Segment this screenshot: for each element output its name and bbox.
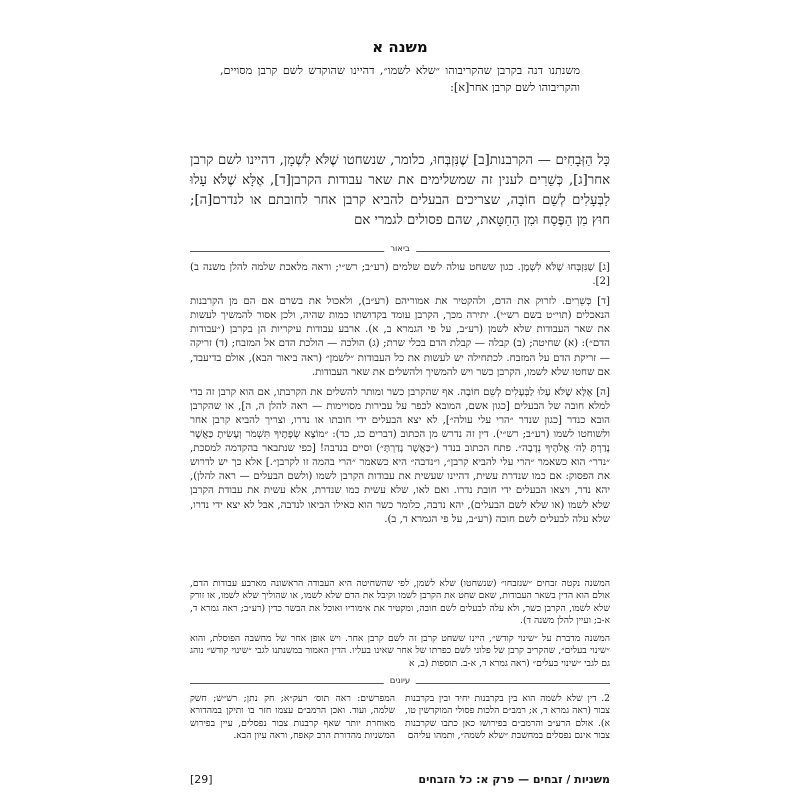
- biur-paragraph: [ה] אֶלָּא שֶׁלֹּא עָלוּ לַבְּעָלִים לְשֵׁם חוֹבָה. אף שהקרבן כשר ומותר להשלים את הקרבתו, אם הוא קרבן זה בדי למלא חובה של הבעלים [כגון אשם, המובא לכפר על עבירות מסויימות — ראה להלן ה, ה], או שהקרבן הובא כנדר [כגון שנדר ״הרי עלי עולה״], לא יצא הבעלים ידי חובתו או נדרו, וצריך להביא קרבן אחר ולשוחטו לשמו (רע״ב; רש״י). דין זה נדרש מן הכתוב (דברים כג, כד): ״מוֹצָא שְׂפָתֶיךָ תִּשְׁמֹר וְעָשִׂיתָ כַּאֲשֶׁר נָדַרְתָּ לַה׳ אֱלֹהֶיךָ נְדָבָה״. פתח הכתוב בנדר (״כַּאֲשֶׁר נָדַרְתָּ״) וסיים בנדבה! [כפי שנתבאר בהקדמה למסכת, ״נדר״ הוא כשאמר ״הרי עלי להביא קרבן״, ו״נדבה״ היא כשאמר ״הרי בהמה זו לקרבן״.] אלא כך יש לדרוש את הפסוק: אם כמו שנדרת עשית, דהיינו שעשית את עבודות הקרבן לשמו (ולשם הבעלים — ראה להלן), יהא נדר, ויצאו הבעלים ידי חובת נדרו. ואם לאו, שלא עשית כמו שנדרת, אלא עשית את עבודת הקרבן שלא לשמו (או שלא לשם הבעלים), יהא נדבה, כלומר כשר הוא כאילו הביאו לנדבה, אבל לא יצא ידי נדרו, שלא עלה לבעלים לשם חובה (רע״ב, על פי הגמרא ד, ב).: [190, 386, 610, 525]
- biur-section: [190, 261, 610, 533]
- page-footer: [190, 773, 610, 789]
- footnote-1: המשנה נקטה זבחים ״שנזבחו״ (שנשחטו) שלא לשמן, לפי שהשחיטה היא העבודה הראשונה מארבע עבודות הדם, אולם הוא הדין בשאר העבודות, שאם שחט את הקרבן לשמו וקיבל את הדם שלא לשמו, או שהוליך שלא לשמו, או זורק שלא לשמו, הקרבן כשר, ולא עלה לבעלים לשם חובה, ומקטיר את אימוריו ואוכל את הבשר כדין (רע״ב; ראה גמרא ד, א-ב; ועיין להלן משנה ד).: [190, 578, 610, 627]
- document-page: [190, 38, 610, 786]
- iyunim-separator: [190, 678, 610, 688]
- running-header: משניות / זבחים — פרק א: כל הזבחים: [418, 773, 610, 786]
- iyun-left-column: המפרשים: ראה תוס׳ רעק״א; חק נתן; רש״ש; חשק שלמה, ועוד. ואכן הרמב״ם עצמו חזר בו ותיקן במהדורא מאוחרת יותר שאף קרבנות צבור נפסלים, עיין בפירוש המשניות מהדורת הרב קאפח, וראה עיון הבא.: [190, 693, 395, 742]
- biur-paragraph: [ג] שֶׁנִּזְבְּחוּ שֶׁלֹּא לִשְׁמָן. כגון ששחט עולה לשם שלמים (רע״ב; רש״י; וראה מלאכת שלמה להלן משנה ב)[2].: [190, 262, 610, 288]
- page-number: [29]: [190, 773, 213, 786]
- intro-paragraph: משנתנו דנה בקרבן שהקריבוהו ״שלא לשמו״, דהיינו שהוקדש לשם קרבן מסויים, והקריבוהו לשם קרבן אחר[א]:: [220, 64, 580, 94]
- footnote-2: המשנה מדברת על ״שינוי קודש״, היינו ששחט קרבן זה לשם קרבן אחר. ויש אופן אחר של מחשבה הפוסלת, והוא ״שינוי בעלים״, שהקריב קרבן של פלוני לשם כפרתו של אחר שאינו בעליו. הדין האמור במשנתנו לגבי ״שינוי קודש״ נוהג גם לגבי ״שינוי בעלים״ (ראה גמרא ד, א-ב. תוספות (ב, א: [190, 633, 610, 669]
- mishna-title: משנה א: [372, 38, 428, 56]
- biur-separator: [190, 246, 610, 256]
- biur-label: ביאור: [384, 244, 416, 254]
- iyunim-columns: [190, 693, 610, 761]
- biur-paragraph: [ד] כְּשֵׁרִים. לזרוק את הדם, ולהקטיר את אמוריהם (רע״ב), ולאכול את בשרם אם הם מן הקרבנות הנאכלים (תוי״ט בשם רש״י). יתירה מכך, הקרבן עומד בקדושתו כמות שהיה, ולכן אסור להמשיך לעשות את שאר העבודות שלא לשמן (רע״ב, על פי הגמרא ב, א). ארבע עבודות עיקריות הן בקרבן (״עבודות הדם״): (א) שחיטה; (ב) קבלה — קבלת הדם בכלי שרת; (ג) הולכה — הולכת הדם אל המזבח; (ד) זריקה — זריקת הדם על המזבח. לכתחילה יש לעשות את כל העבודות ״לשמן״ (ראה ביאור הבא), אולם בדיעבד, אם שחטו שלא לשמו, הקרבן כשר ויש להמשיך ולהשלים את שאר העבודות.: [190, 296, 610, 378]
- iyun-right-column: 2. דין שלא לשמה הוא בין בקרבנות יחיד ובין בקרבנות צבור (ראה גמרא ד, א; רמב״ם הלכות פסולי המוקדשין טו, א). אולם הרע״ב והרמב״ם בפירושו כאן כתבו שקרבנות צבור אינם נפסלים במחשבת ״שלא לשמה״, ותמהו עליהם: [405, 693, 610, 742]
- mishna-main-text: כָּל הַזְּבָחִים — הקרבנות[ב] שֶׁנִּזְבְּחוּ, כלומר, שנשחטו שֶׁלֹּא לִשְׁמָן, דהיינו לשם קרבן אחר[ג], כְּשֵׁרִים לענין זה שמשלימים את שאר עבודות הקרבן[ד], אֶלָּא שֶׁלֹּא עָלוּ לַבְּעָלִים לְשֵׁם חוֹבָה, שצריכים הבעלים להביא קרבן אחר לחובתם או לנדרם[ה]; חוּץ מִן הַפֶּסַח וּמִן הַחַטָּאת, שהם פסולים לגמרי אם: [190, 153, 610, 228]
- iyunim-label: עיונים: [384, 676, 416, 686]
